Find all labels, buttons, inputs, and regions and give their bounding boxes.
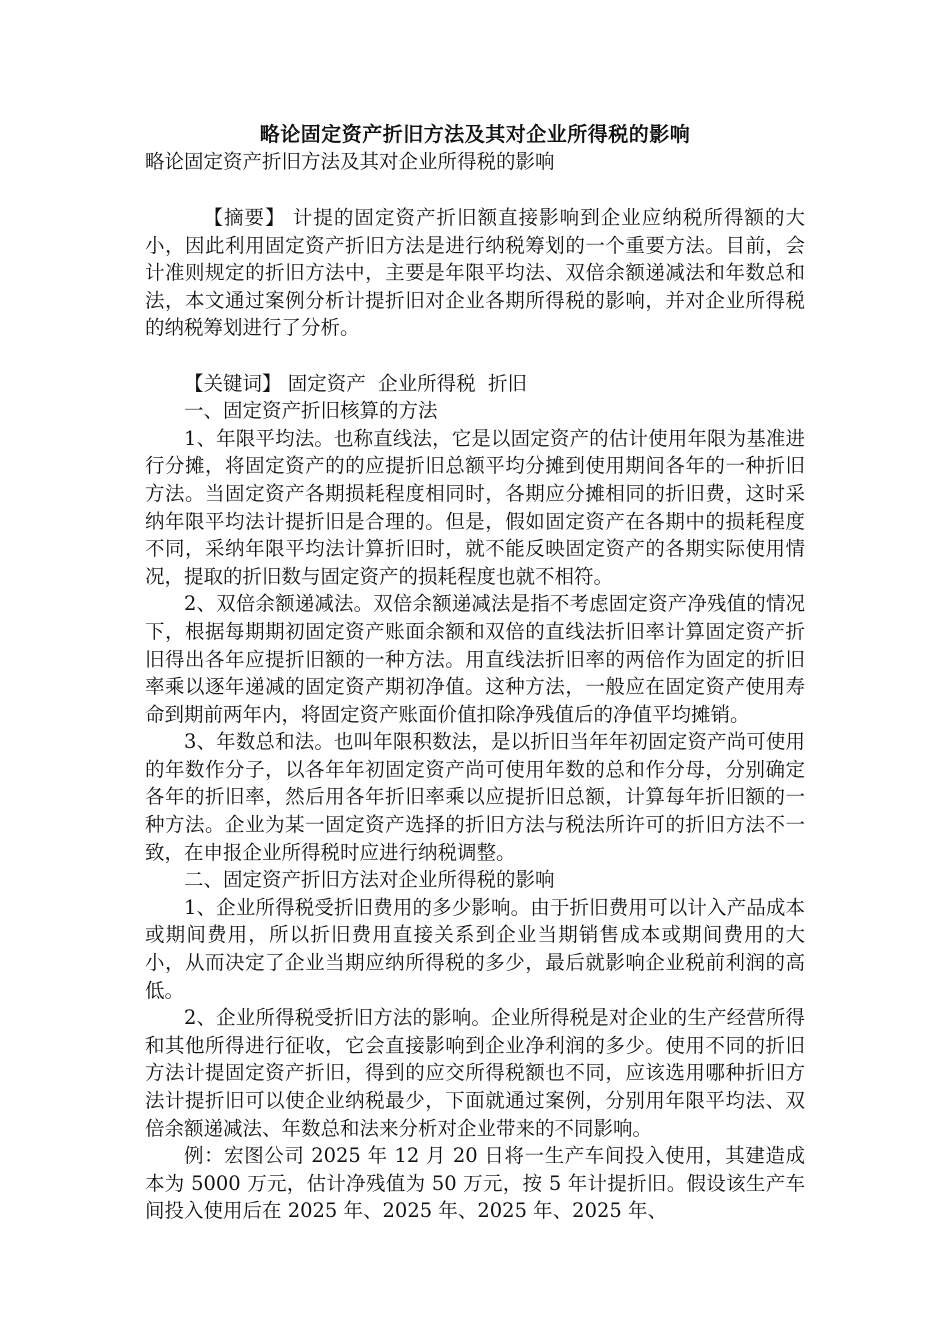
paragraph-double-declining-method: 2、双倍余额递减法。双倍余额递减法是指不考虑固定资产净残值的情况下，根据每期期初固定资产账面余额和双倍的直线法折旧率计算固定资产折旧得出各年应提折旧额的一种方法。用直线法折旧率的两倍作为固定的折旧率乘以逐年递减的固定资产期初净值。这种方法，一般应在固定资产使用寿命到期前两年内，将固定资产账面价值扣除净残值后的净值平均摊销。 (145, 592, 805, 726)
paragraph-sum-of-years-method: 3、年数总和法。也叫年限积数法，是以折旧当年年初固定资产尚可使用的年数作分子，以各年年初固定资产尚可使用年数的总和作分母，分别确定各年的折旧率，然后用各年折旧率乘以应提折旧总额，计算每年折旧额的一种方法。企业为某一固定资产选择的折旧方法与税法所许可的折旧方法不一致，在申报企业所得税时应进行纳税调整。 (145, 730, 805, 864)
keywords-label: 【关键词】 (184, 371, 282, 395)
paragraph-depreciation-method-impact: 2、企业所得税受折旧方法的影响。企业所得税是对企业的生产经营所得和其他所得进行征收，它会直接影响到企业净利润的多少。使用不同的折旧方法计提固定资产折旧，得到的应交所得税额也不同，应该选用哪种折旧方法计提折旧可以使企业纳税最少，下面就通过案例，分别用年限平均法、双倍余额递减法、年数总和法来分析对企业带来的不同影响。 (145, 1006, 805, 1140)
section-heading-2: 二、固定资产折旧方法对企业所得税的影响 (184, 868, 555, 892)
abstract-label: 【摘要】 (203, 206, 286, 229)
document-subtitle: 略论固定资产折旧方法及其对企业所得税的影响 (145, 150, 555, 173)
document-title: 略论固定资产折旧方法及其对企业所得税的影响 (259, 122, 691, 146)
section-heading-1: 一、固定资产折旧核算的方法 (184, 399, 438, 423)
paragraph-straight-line-method: 1、年限平均法。也称直线法，它是以固定资产的估计使用年限为基准进行分摊，将固定资产的的应提折旧总额平均分摊到使用期间各年的一种折旧方法。当固定资产各期损耗程度相同时，各期应分摊相同的折旧费，这时采纳年限平均法计提折旧是合理的。但是，假如固定资产在各期中的损耗程度不同，采纳年限平均法计算折旧时，就不能反映固定资产的各期实际使用情况，提取的折旧数与固定资产的损耗程度也就不相符。 (145, 426, 805, 588)
paragraph-depreciation-amount-impact: 1、企业所得税受折旧费用的多少影响。由于折旧费用可以计入产品成本或期间费用，所以折旧费用直接关系到企业当期销售成本或期间费用的大小，从而决定了企业当期应纳所得税的多少，最后就影响企业税前利润的高低。 (145, 895, 805, 1002)
keywords-text: 固定资产 企业所得税 折旧 (281, 371, 528, 395)
keywords-line (145, 370, 805, 398)
abstract-text: 计提的固定资产折旧额直接影响到企业应纳税所得额的大小，因此利用固定资产折旧方法是进行纳税筹划的一个重要方法。目前，会计准则规定的折旧方法中，主要是年限平均法、双倍余额递减法和年数总和法，本文通过案例分析计提折旧对企业各期所得税的影响，并对企业所得税的纳税筹划进行了分析。 (145, 206, 805, 340)
paragraph-example-case: 例：宏图公司 2025 年 12 月 20 日将一生产车间投入使用，其建造成本为 5000 万元，估计净残值为 50 万元，按 5 年计提折旧。假设该生产车间投入使用后在 2025 年、2025 年、2025 年、2025 年、 (145, 1144, 805, 1223)
abstract-paragraph (145, 204, 805, 342)
document-page (145, 120, 805, 1225)
blank-line (145, 342, 805, 370)
